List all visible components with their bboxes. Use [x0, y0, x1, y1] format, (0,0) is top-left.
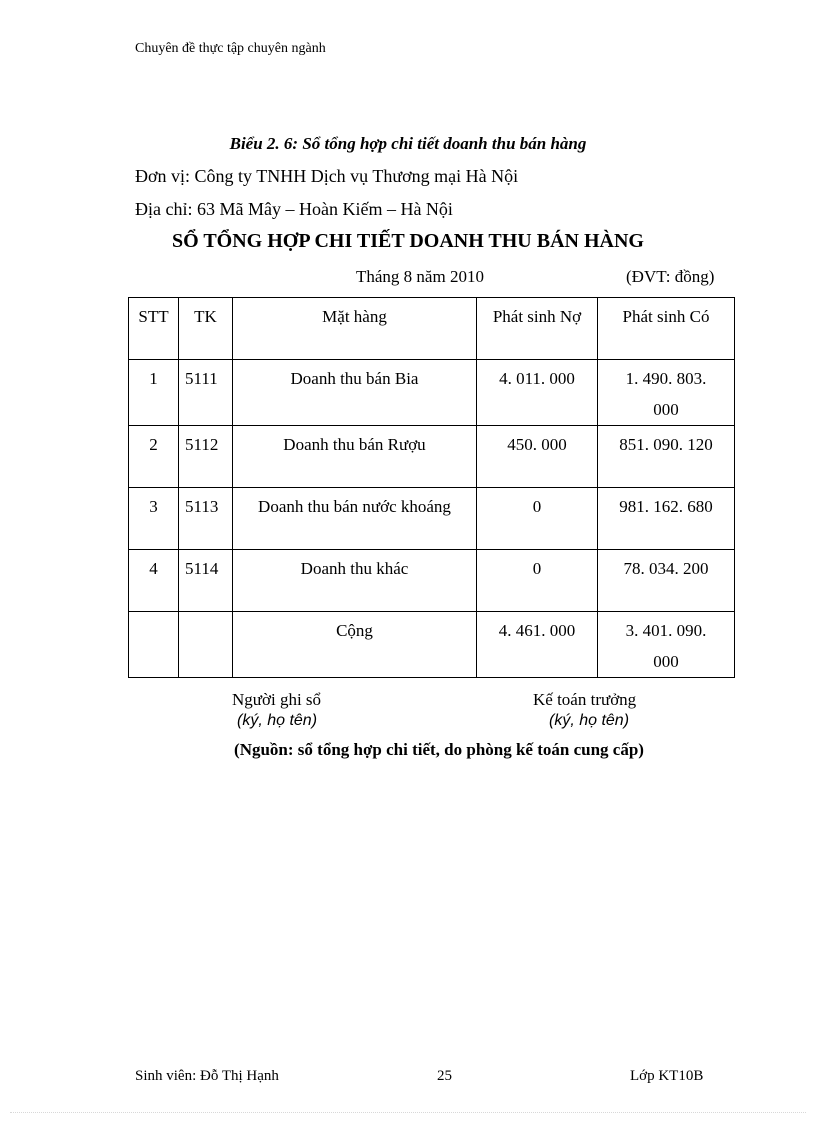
cell-tk	[179, 612, 233, 678]
header-credit: Phát sinh Có	[598, 298, 735, 360]
cell-item: Doanh thu bán nước khoáng	[233, 488, 477, 550]
table-total-row	[129, 612, 735, 678]
figure-caption: Biểu 2. 6: Sổ tổng hợp chi tiết doanh thu bán hàng	[229, 134, 587, 153]
recorder-signature-role: Người ghi sổ	[232, 690, 322, 709]
cell-tk: 5111	[179, 360, 233, 426]
cell-credit: 1. 490. 803. 000	[598, 360, 735, 426]
table-header-row	[129, 298, 735, 360]
cell-credit: 78. 034. 200	[598, 550, 735, 612]
cell-credit: 981. 162. 680	[598, 488, 735, 550]
header-stt: STT	[129, 298, 179, 360]
company-unit: Đơn vị: Công ty TNHH Dịch vụ Thương mại Hà Nội	[135, 166, 519, 186]
cell-debit: 0	[477, 488, 598, 550]
revenue-ledger-table	[128, 297, 735, 678]
cell-debit: 450. 000	[477, 426, 598, 488]
chief-accountant-signature-role: Kế toán trưởng	[533, 690, 637, 709]
cell-stt: 3	[129, 488, 179, 550]
recorder-signature-note: (ký, họ tên)	[237, 712, 318, 729]
footer-student: Sinh viên: Đỗ Thị Hạnh	[135, 1068, 279, 1084]
cell-debit: 4. 011. 000	[477, 360, 598, 426]
total-debit: 4. 461. 000	[477, 612, 598, 678]
total-label: Cộng	[233, 612, 477, 678]
header-item: Mặt hàng	[233, 298, 477, 360]
cell-item: Doanh thu khác	[233, 550, 477, 612]
cell-stt: 2	[129, 426, 179, 488]
cell-item: Doanh thu bán Rượu	[233, 426, 477, 488]
table-row	[129, 426, 735, 488]
currency-unit-note: (ĐVT: đồng)	[626, 267, 715, 286]
cell-tk: 5112	[179, 426, 233, 488]
total-credit: 3. 401. 090. 000	[598, 612, 735, 678]
table-row	[129, 488, 735, 550]
document-title: SỔ TỔNG HỢP CHI TIẾT DOANH THU BÁN HÀNG	[172, 230, 644, 252]
footer-page-number: 25	[437, 1068, 452, 1084]
cell-stt: 1	[129, 360, 179, 426]
cell-credit: 851. 090. 120	[598, 426, 735, 488]
footer-class: Lớp KT10B	[630, 1068, 704, 1084]
table-row	[129, 360, 735, 426]
cell-tk: 5114	[179, 550, 233, 612]
source-note: (Nguồn: sổ tổng hợp chi tiết, do phòng kế toán cung cấp)	[234, 740, 644, 759]
chief-accountant-signature-note: (ký, họ tên)	[549, 712, 630, 729]
header-tk: TK	[179, 298, 233, 360]
cell-tk: 5113	[179, 488, 233, 550]
company-address: Địa chỉ: 63 Mã Mây – Hoàn Kiếm – Hà Nội	[135, 199, 453, 219]
cell-stt: 4	[129, 550, 179, 612]
page-bottom-edge	[10, 1112, 806, 1113]
running-header: Chuyên đề thực tập chuyên ngành	[135, 41, 326, 56]
cell-debit: 0	[477, 550, 598, 612]
cell-stt	[129, 612, 179, 678]
table-row	[129, 550, 735, 612]
header-debit: Phát sinh Nợ	[477, 298, 598, 360]
report-period: Tháng 8 năm 2010	[356, 267, 484, 286]
cell-item: Doanh thu bán Bia	[233, 360, 477, 426]
